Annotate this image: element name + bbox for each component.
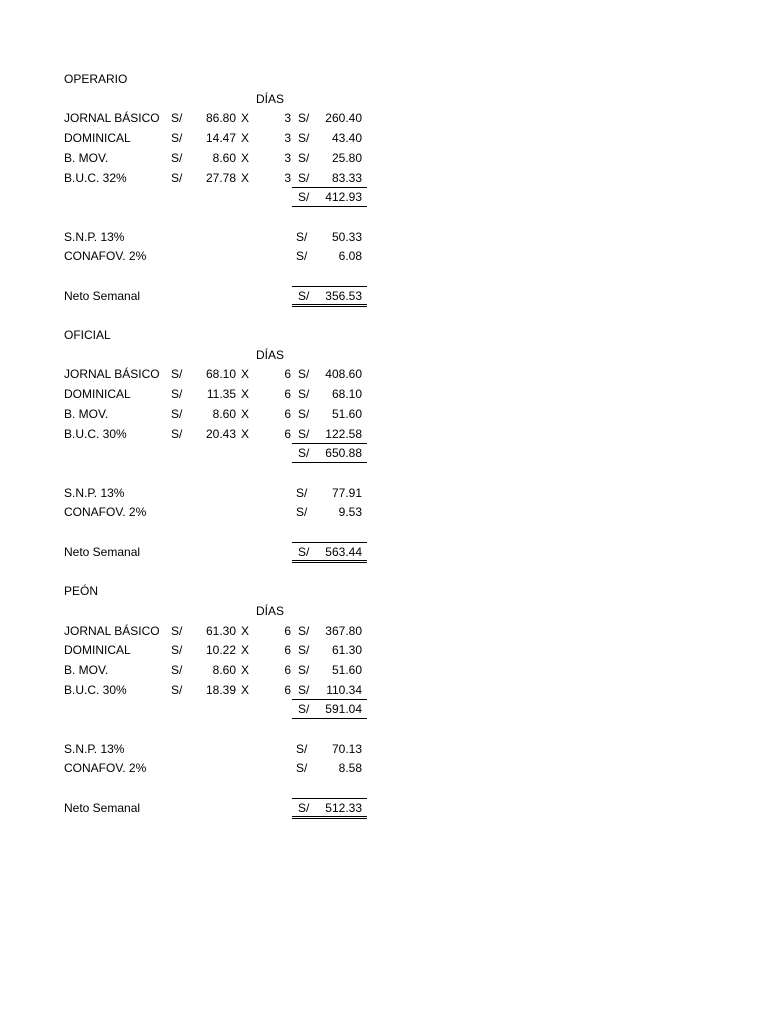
row-amount: 68.10 (331, 387, 362, 401)
net-double-underline (292, 816, 367, 819)
net-currency: S/ (298, 289, 310, 303)
subtotal-rule (292, 187, 367, 188)
daily-rate: 18.39 (205, 683, 236, 697)
deduction-amount: 77.91 (331, 486, 362, 500)
currency-symbol: S/ (171, 171, 183, 185)
net-amount: 563.44 (325, 545, 362, 559)
days-count: 3 (284, 171, 291, 185)
row-amount: 51.60 (331, 663, 362, 677)
deduction-amount: 50.33 (331, 230, 362, 244)
days-count: 6 (284, 427, 291, 441)
daily-rate: 20.43 (205, 427, 236, 441)
row-amount: 43.40 (331, 131, 362, 145)
subtotal-amount: 591.04 (325, 702, 362, 716)
currency-symbol: S/ (298, 367, 310, 381)
net-amount: 356.53 (325, 289, 362, 303)
daily-rate: 8.60 (212, 663, 236, 677)
net-rule (292, 798, 367, 799)
currency-symbol: S/ (298, 131, 310, 145)
days-header: DÍAS (255, 604, 284, 618)
daily-rate: 27.78 (205, 171, 236, 185)
row-amount: 122.58 (325, 427, 362, 441)
days-count: 6 (284, 663, 291, 677)
row-label: B.U.C. 30% (64, 427, 127, 441)
row-label: B. MOV. (64, 151, 109, 165)
row-label: DOMINICAL (64, 131, 131, 145)
multiply-sign: X (241, 643, 250, 657)
deduction-label: S.N.P. 13% (64, 742, 125, 756)
daily-rate: 11.35 (206, 387, 236, 401)
deduction-label: CONAFOV. 2% (64, 249, 147, 263)
row-label: JORNAL BÁSICO (64, 367, 160, 381)
deduction-label: S.N.P. 13% (64, 230, 125, 244)
deduction-label: CONAFOV. 2% (64, 505, 147, 519)
row-label: JORNAL BÁSICO (64, 624, 160, 638)
net-double-underline (292, 560, 367, 563)
multiply-sign: X (241, 131, 250, 145)
currency-symbol: S/ (298, 624, 310, 638)
multiply-sign: X (241, 624, 250, 638)
currency-symbol: S/ (298, 171, 310, 185)
currency-symbol: S/ (171, 407, 183, 421)
currency-symbol: S/ (298, 643, 310, 657)
currency-symbol: S/ (298, 427, 310, 441)
currency-symbol: S/ (171, 387, 183, 401)
daily-rate: 8.60 (212, 151, 236, 165)
row-label: B. MOV. (64, 407, 109, 421)
row-label: B.U.C. 30% (64, 683, 127, 697)
deduction-currency: S/ (296, 230, 308, 244)
deduction-currency: S/ (296, 486, 308, 500)
days-count: 6 (284, 407, 291, 421)
row-label: B.U.C. 32% (64, 171, 127, 185)
net-label: Neto Semanal (64, 289, 141, 303)
row-label: B. MOV. (64, 663, 109, 677)
subtotal-underline (292, 206, 367, 207)
section-title: OFICIAL (64, 328, 111, 342)
net-currency: S/ (298, 545, 310, 559)
currency-symbol: S/ (171, 643, 183, 657)
section-title: PEÓN (64, 584, 99, 598)
row-amount: 51.60 (331, 407, 362, 421)
days-count: 6 (284, 624, 291, 638)
currency-symbol: S/ (171, 427, 183, 441)
net-label: Neto Semanal (64, 545, 141, 559)
subtotal-currency: S/ (298, 190, 310, 204)
currency-symbol: S/ (171, 111, 183, 125)
daily-rate: 86.80 (205, 111, 236, 125)
deduction-label: CONAFOV. 2% (64, 761, 147, 775)
deduction-currency: S/ (296, 249, 308, 263)
row-amount: 110.34 (326, 683, 362, 697)
currency-symbol: S/ (298, 663, 310, 677)
currency-symbol: S/ (171, 624, 183, 638)
deduction-amount: 9.53 (338, 505, 362, 519)
subtotal-rule (292, 699, 367, 700)
days-count: 3 (284, 111, 291, 125)
multiply-sign: X (241, 407, 250, 421)
currency-symbol: S/ (171, 367, 183, 381)
deduction-amount: 70.13 (331, 742, 362, 756)
deduction-amount: 8.58 (338, 761, 362, 775)
net-label: Neto Semanal (64, 801, 141, 815)
row-label: JORNAL BÁSICO (64, 111, 160, 125)
subtotal-currency: S/ (298, 702, 310, 716)
days-count: 3 (284, 151, 291, 165)
multiply-sign: X (241, 427, 250, 441)
currency-symbol: S/ (298, 683, 310, 697)
net-currency: S/ (298, 801, 310, 815)
multiply-sign: X (241, 367, 250, 381)
multiply-sign: X (241, 111, 250, 125)
days-header: DÍAS (255, 348, 284, 362)
currency-symbol: S/ (171, 151, 183, 165)
deduction-currency: S/ (296, 742, 308, 756)
multiply-sign: X (241, 171, 250, 185)
row-amount: 367.80 (325, 624, 362, 638)
row-amount: 260.40 (325, 111, 362, 125)
subtotal-rule (292, 443, 367, 444)
currency-symbol: S/ (171, 683, 183, 697)
days-header: DÍAS (255, 92, 284, 106)
days-count: 6 (284, 643, 291, 657)
row-amount: 25.80 (331, 151, 362, 165)
multiply-sign: X (241, 387, 250, 401)
net-rule (292, 542, 367, 543)
subtotal-underline (292, 718, 367, 719)
multiply-sign: X (241, 663, 250, 677)
currency-symbol: S/ (171, 663, 183, 677)
daily-rate: 61.30 (205, 624, 236, 638)
net-rule (292, 286, 367, 287)
row-amount: 83.33 (331, 171, 362, 185)
net-amount: 512.33 (325, 801, 362, 815)
row-label: DOMINICAL (64, 643, 131, 657)
subtotal-underline (292, 462, 367, 463)
days-count: 3 (284, 131, 291, 145)
currency-symbol: S/ (171, 131, 183, 145)
net-double-underline (292, 304, 367, 307)
deduction-amount: 6.08 (338, 249, 362, 263)
row-amount: 61.30 (331, 643, 362, 657)
daily-rate: 14.47 (205, 131, 236, 145)
subtotal-amount: 650.88 (325, 446, 362, 460)
days-count: 6 (284, 367, 291, 381)
deduction-label: S.N.P. 13% (64, 486, 125, 500)
daily-rate: 8.60 (212, 407, 236, 421)
currency-symbol: S/ (298, 111, 310, 125)
days-count: 6 (284, 683, 291, 697)
multiply-sign: X (241, 683, 250, 697)
days-count: 6 (284, 387, 291, 401)
deduction-currency: S/ (296, 761, 308, 775)
subtotal-currency: S/ (298, 446, 310, 460)
currency-symbol: S/ (298, 151, 310, 165)
subtotal-amount: 412.93 (325, 190, 362, 204)
daily-rate: 10.22 (205, 643, 236, 657)
row-amount: 408.60 (325, 367, 362, 381)
section-title: OPERARIO (64, 72, 128, 86)
currency-symbol: S/ (298, 407, 310, 421)
daily-rate: 68.10 (205, 367, 236, 381)
multiply-sign: X (241, 151, 250, 165)
currency-symbol: S/ (298, 387, 310, 401)
row-label: DOMINICAL (64, 387, 131, 401)
deduction-currency: S/ (296, 505, 308, 519)
